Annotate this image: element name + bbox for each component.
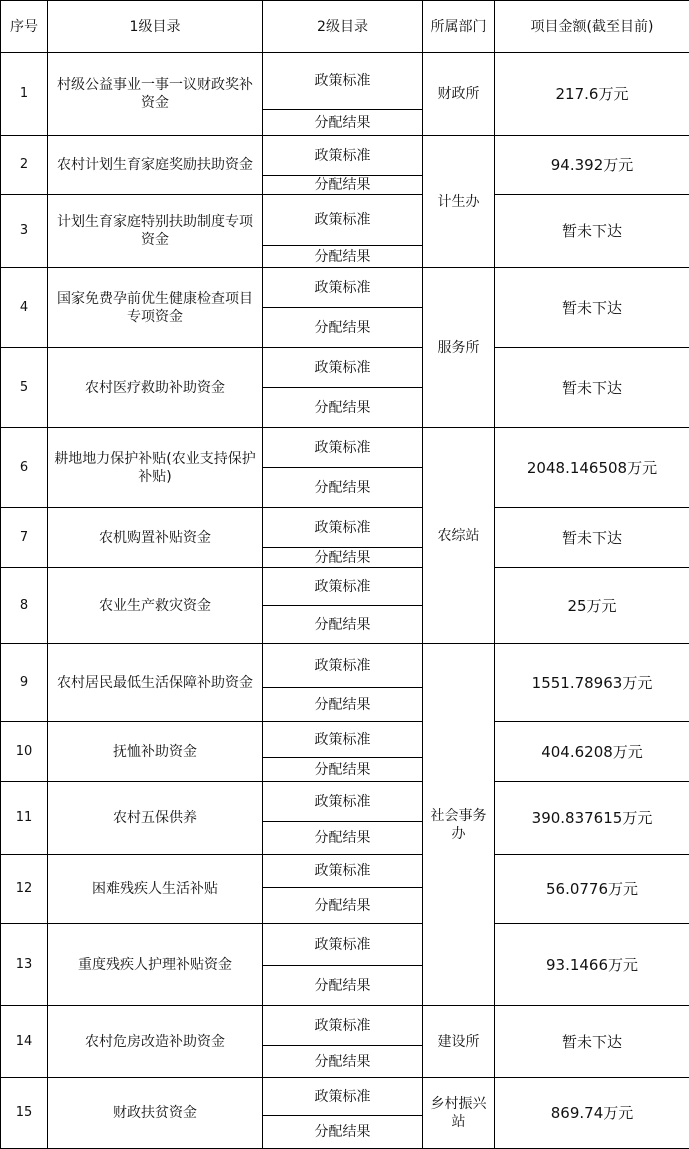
amount-cell: 390.837615万元 — [495, 782, 689, 855]
policy-standard-cell: 政策标准 — [263, 855, 423, 888]
amount-cell: 217.6万元 — [495, 53, 689, 136]
row-seq: 1 — [1, 53, 48, 136]
amount-cell: 56.0776万元 — [495, 855, 689, 924]
amount-cell: 25万元 — [495, 568, 689, 644]
header-department: 所属部门 — [423, 1, 495, 53]
policy-standard-cell: 政策标准 — [263, 782, 423, 822]
amount-cell: 暂未下达 — [495, 1006, 689, 1078]
allocation-result-cell: 分配结果 — [263, 176, 423, 195]
allocation-result-cell: 分配结果 — [263, 548, 423, 568]
row-seq: 3 — [1, 195, 48, 268]
row-seq: 2 — [1, 136, 48, 195]
table-row — [1, 136, 689, 176]
allocation-result-cell: 分配结果 — [263, 246, 423, 268]
policy-standard-cell: 政策标准 — [263, 136, 423, 176]
allocation-result-cell: 分配结果 — [263, 606, 423, 644]
header-seq: 序号 — [1, 1, 48, 53]
row-name: 农业生产救灾资金 — [48, 568, 263, 644]
allocation-result-cell: 分配结果 — [263, 822, 423, 855]
table-row — [1, 348, 689, 388]
allocation-result-cell: 分配结果 — [263, 688, 423, 722]
row-name: 计划生育家庭特别扶助制度专项资金 — [48, 195, 263, 268]
row-seq: 13 — [1, 924, 48, 1006]
table-row — [1, 268, 689, 308]
allocation-result-cell: 分配结果 — [263, 388, 423, 428]
policy-standard-cell: 政策标准 — [263, 428, 423, 468]
row-seq: 4 — [1, 268, 48, 348]
table-row — [1, 924, 689, 966]
table-row — [1, 855, 689, 888]
row-name: 农村危房改造补助资金 — [48, 1006, 263, 1078]
policy-standard-cell: 政策标准 — [263, 1078, 423, 1116]
row-name: 农村居民最低生活保障补助资金 — [48, 644, 263, 722]
table-row — [1, 1006, 689, 1046]
row-name: 农村医疗救助补助资金 — [48, 348, 263, 428]
row-seq: 12 — [1, 855, 48, 924]
table-row — [1, 195, 689, 246]
amount-cell: 1551.78963万元 — [495, 644, 689, 722]
table-row — [1, 644, 689, 688]
department-cell: 社会事务办 — [423, 644, 495, 1006]
table-row — [1, 53, 689, 110]
header-amount: 项目金额(截至目前) — [495, 1, 689, 53]
amount-cell: 暂未下达 — [495, 268, 689, 348]
allocation-result-cell: 分配结果 — [263, 1046, 423, 1078]
row-seq: 15 — [1, 1078, 48, 1149]
allocation-result-cell: 分配结果 — [263, 1116, 423, 1149]
amount-cell: 94.392万元 — [495, 136, 689, 195]
row-name: 财政扶贫资金 — [48, 1078, 263, 1149]
allocation-result-cell: 分配结果 — [263, 308, 423, 348]
policy-standard-cell: 政策标准 — [263, 195, 423, 246]
row-name: 耕地地力保护补贴(农业支持保护补贴) — [48, 428, 263, 508]
allocation-result-cell: 分配结果 — [263, 758, 423, 782]
header-level2: 2级目录 — [263, 1, 423, 53]
policy-standard-cell: 政策标准 — [263, 1006, 423, 1046]
amount-cell: 暂未下达 — [495, 508, 689, 568]
allocation-result-cell: 分配结果 — [263, 888, 423, 924]
row-seq: 5 — [1, 348, 48, 428]
table-row — [1, 428, 689, 468]
row-seq: 8 — [1, 568, 48, 644]
policy-standard-cell: 政策标准 — [263, 924, 423, 966]
row-seq: 7 — [1, 508, 48, 568]
department-cell: 农综站 — [423, 428, 495, 644]
amount-cell: 93.1466万元 — [495, 924, 689, 1006]
header-row — [1, 1, 689, 53]
row-name: 国家免费孕前优生健康检查项目专项资金 — [48, 268, 263, 348]
policy-standard-cell: 政策标准 — [263, 508, 423, 548]
row-name: 农机购置补贴资金 — [48, 508, 263, 568]
policy-standard-cell: 政策标准 — [263, 348, 423, 388]
policy-standard-cell: 政策标准 — [263, 568, 423, 606]
row-seq: 11 — [1, 782, 48, 855]
policy-standard-cell: 政策标准 — [263, 53, 423, 110]
allocation-result-cell: 分配结果 — [263, 468, 423, 508]
department-cell: 服务所 — [423, 268, 495, 428]
allocation-result-cell: 分配结果 — [263, 966, 423, 1006]
row-seq: 14 — [1, 1006, 48, 1078]
row-name: 村级公益事业一事一议财政奖补资金 — [48, 53, 263, 136]
table-row — [1, 722, 689, 758]
allocation-result-cell: 分配结果 — [263, 110, 423, 136]
policy-standard-cell: 政策标准 — [263, 644, 423, 688]
amount-cell: 暂未下达 — [495, 195, 689, 268]
policy-standard-cell: 政策标准 — [263, 268, 423, 308]
row-name: 困难残疾人生活补贴 — [48, 855, 263, 924]
amount-cell: 869.74万元 — [495, 1078, 689, 1149]
department-cell: 计生办 — [423, 136, 495, 268]
policy-standard-cell: 政策标准 — [263, 722, 423, 758]
row-seq: 10 — [1, 722, 48, 782]
row-name: 重度残疾人护理补贴资金 — [48, 924, 263, 1006]
amount-cell: 暂未下达 — [495, 348, 689, 428]
table-row — [1, 1078, 689, 1116]
department-cell: 财政所 — [423, 53, 495, 136]
table-row — [1, 568, 689, 606]
header-level1: 1级目录 — [48, 1, 263, 53]
row-name: 抚恤补助资金 — [48, 722, 263, 782]
department-cell: 建设所 — [423, 1006, 495, 1078]
row-seq: 9 — [1, 644, 48, 722]
table-row — [1, 508, 689, 548]
amount-cell: 404.6208万元 — [495, 722, 689, 782]
table-row — [1, 782, 689, 822]
row-seq: 6 — [1, 428, 48, 508]
row-name: 农村计划生育家庭奖励扶助资金 — [48, 136, 263, 195]
row-name: 农村五保供养 — [48, 782, 263, 855]
amount-cell: 2048.146508万元 — [495, 428, 689, 508]
department-cell: 乡村振兴站 — [423, 1078, 495, 1149]
